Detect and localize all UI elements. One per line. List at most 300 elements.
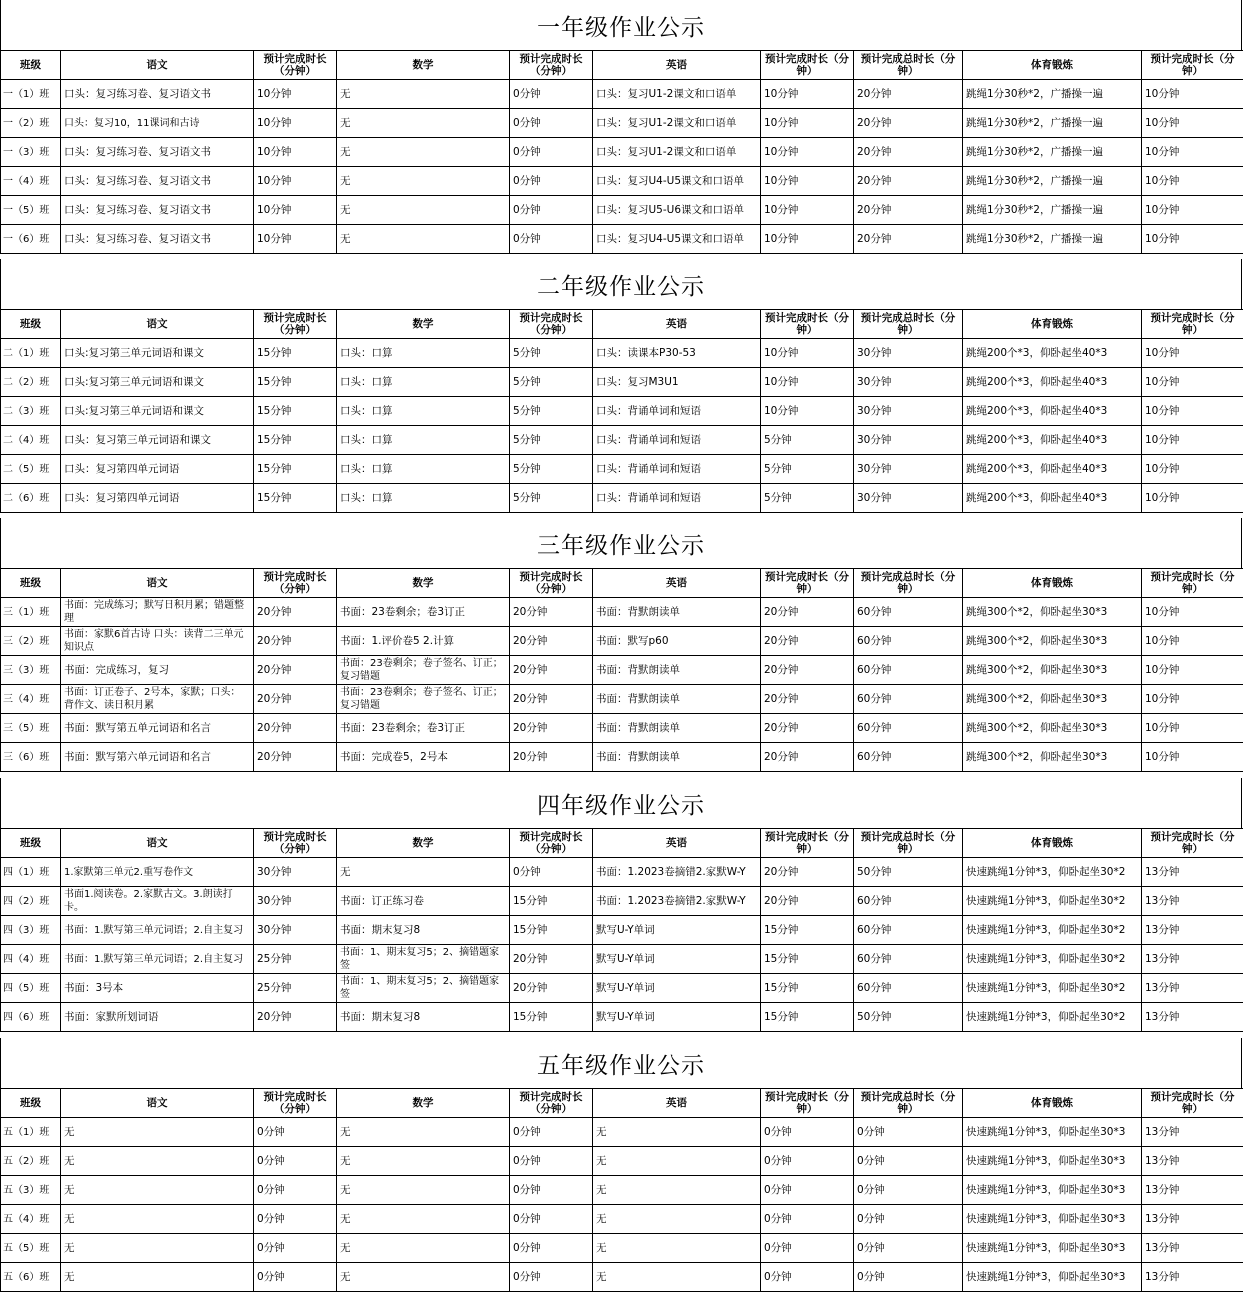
chinese-cell: 书面：默写第五单元词语和名言 <box>61 714 254 743</box>
chinese-time-cell: 0分钟 <box>254 1176 337 1205</box>
chinese-time-cell: 10分钟 <box>254 80 337 109</box>
math-cell: 无 <box>337 80 510 109</box>
table-row <box>1 455 1243 484</box>
math-cell: 口头：口算 <box>337 339 510 368</box>
math-time-cell: 0分钟 <box>510 1147 593 1176</box>
chinese-time-cell: 0分钟 <box>254 1118 337 1147</box>
header-row <box>1 310 1243 339</box>
pe-cell: 快速跳绳1分钟*3，仰卧起坐30*2 <box>963 945 1142 974</box>
table-row <box>1 339 1243 368</box>
column-header: 班级 <box>1 51 61 80</box>
column-header: 预计完成总时长（分钟） <box>854 829 963 858</box>
table-row <box>1 225 1243 254</box>
english-time-cell: 10分钟 <box>761 397 854 426</box>
english-cell: 口头：背诵单词和短语 <box>593 455 761 484</box>
total-time-cell: 0分钟 <box>854 1118 963 1147</box>
column-header: 班级 <box>1 829 61 858</box>
class-cell: 二（2）班 <box>1 368 61 397</box>
chinese-cell: 无 <box>61 1147 254 1176</box>
section-title: 三年级作业公示 <box>0 518 1242 568</box>
total-time-cell: 20分钟 <box>854 225 963 254</box>
homework-table <box>0 50 1243 254</box>
total-time-cell: 30分钟 <box>854 426 963 455</box>
pe-cell: 跳绳300个*2，仰卧起坐30*3 <box>963 685 1142 714</box>
math-time-cell: 0分钟 <box>510 138 593 167</box>
total-time-cell: 0分钟 <box>854 1176 963 1205</box>
math-cell: 无 <box>337 109 510 138</box>
class-cell: 二（6）班 <box>1 484 61 513</box>
class-cell: 一（3）班 <box>1 138 61 167</box>
pe-time-cell: 10分钟 <box>1142 685 1243 714</box>
chinese-cell: 无 <box>61 1118 254 1147</box>
math-time-cell: 20分钟 <box>510 598 593 627</box>
column-header: 预计完成时长（分钟） <box>1142 569 1243 598</box>
english-cell: 口头：背诵单词和短语 <box>593 397 761 426</box>
math-cell: 口头：口算 <box>337 397 510 426</box>
total-time-cell: 60分钟 <box>854 714 963 743</box>
chinese-cell: 无 <box>61 1205 254 1234</box>
english-cell: 无 <box>593 1118 761 1147</box>
english-cell: 口头：复习U1-2课文和口语单 <box>593 109 761 138</box>
total-time-cell: 0分钟 <box>854 1147 963 1176</box>
english-cell: 无 <box>593 1176 761 1205</box>
chinese-time-cell: 15分钟 <box>254 455 337 484</box>
table-row <box>1 598 1243 627</box>
math-cell: 无 <box>337 1176 510 1205</box>
total-time-cell: 50分钟 <box>854 858 963 887</box>
english-time-cell: 20分钟 <box>761 714 854 743</box>
pe-cell: 跳绳1分30秒*2，广播操一遍 <box>963 80 1142 109</box>
pe-cell: 快速跳绳1分钟*3，仰卧起坐30*3 <box>963 1234 1142 1263</box>
class-cell: 二（5）班 <box>1 455 61 484</box>
column-header: 英语 <box>593 310 761 339</box>
pe-cell: 快速跳绳1分钟*3，仰卧起坐30*2 <box>963 916 1142 945</box>
math-cell: 书面：1.评价卷5 2.计算 <box>337 627 510 656</box>
english-time-cell: 10分钟 <box>761 225 854 254</box>
english-cell: 无 <box>593 1147 761 1176</box>
english-time-cell: 0分钟 <box>761 1263 854 1292</box>
column-header: 体育锻炼 <box>963 310 1142 339</box>
chinese-time-cell: 10分钟 <box>254 109 337 138</box>
table-row <box>1 484 1243 513</box>
column-header: 预计完成时长（分钟） <box>761 829 854 858</box>
class-cell: 一（5）班 <box>1 196 61 225</box>
homework-table <box>0 309 1243 513</box>
class-cell: 三（5）班 <box>1 714 61 743</box>
table-row <box>1 627 1243 656</box>
math-time-cell: 0分钟 <box>510 1205 593 1234</box>
class-cell: 一（1）班 <box>1 80 61 109</box>
column-header: 体育锻炼 <box>963 569 1142 598</box>
english-cell: 书面：背默朗读单 <box>593 598 761 627</box>
chinese-time-cell: 25分钟 <box>254 974 337 1003</box>
english-time-cell: 5分钟 <box>761 426 854 455</box>
math-time-cell: 20分钟 <box>510 974 593 1003</box>
table-row <box>1 196 1243 225</box>
chinese-cell: 书面：家默6首古诗 口头：读背二三单元知识点 <box>61 627 254 656</box>
english-time-cell: 20分钟 <box>761 887 854 916</box>
class-cell: 四（1）班 <box>1 858 61 887</box>
math-cell: 书面：期末复习8 <box>337 1003 510 1032</box>
pe-cell: 跳绳200个*3，仰卧起坐40*3 <box>963 455 1142 484</box>
math-cell: 无 <box>337 225 510 254</box>
homework-table <box>0 828 1243 1032</box>
pe-cell: 快速跳绳1分钟*3，仰卧起坐30*3 <box>963 1205 1142 1234</box>
column-header: 预计完成时长（分钟） <box>254 829 337 858</box>
column-header: 班级 <box>1 1089 61 1118</box>
chinese-cell: 书面：完成练习，复习 <box>61 656 254 685</box>
chinese-time-cell: 15分钟 <box>254 397 337 426</box>
pe-time-cell: 13分钟 <box>1142 1118 1243 1147</box>
chinese-cell: 书面：订正卷子、2号本，家默；口头：背作文、读日积月累 <box>61 685 254 714</box>
homework-table <box>0 568 1243 772</box>
english-cell: 口头：复习U4-U5课文和口语单 <box>593 225 761 254</box>
math-cell: 无 <box>337 1263 510 1292</box>
math-time-cell: 0分钟 <box>510 1118 593 1147</box>
column-header: 预计完成总时长（分钟） <box>854 569 963 598</box>
total-time-cell: 60分钟 <box>854 656 963 685</box>
pe-time-cell: 13分钟 <box>1142 1263 1243 1292</box>
column-header: 英语 <box>593 51 761 80</box>
chinese-time-cell: 10分钟 <box>254 167 337 196</box>
chinese-time-cell: 20分钟 <box>254 627 337 656</box>
pe-cell: 跳绳200个*3，仰卧起坐40*3 <box>963 426 1142 455</box>
english-time-cell: 0分钟 <box>761 1205 854 1234</box>
table-row <box>1 685 1243 714</box>
chinese-cell: 口头：复习练习卷、复习语文书 <box>61 167 254 196</box>
english-time-cell: 5分钟 <box>761 484 854 513</box>
english-time-cell: 10分钟 <box>761 109 854 138</box>
chinese-time-cell: 20分钟 <box>254 598 337 627</box>
english-time-cell: 15分钟 <box>761 1003 854 1032</box>
chinese-time-cell: 10分钟 <box>254 225 337 254</box>
chinese-cell: 书面：1.默写第三单元词语；2.自主复习 <box>61 916 254 945</box>
chinese-time-cell: 15分钟 <box>254 426 337 455</box>
column-header: 语文 <box>61 829 254 858</box>
chinese-cell: 书面：1.默写第三单元词语；2.自主复习 <box>61 945 254 974</box>
pe-cell: 跳绳200个*3，仰卧起坐40*3 <box>963 484 1142 513</box>
column-header: 语文 <box>61 1089 254 1118</box>
pe-cell: 快速跳绳1分钟*3，仰卧起坐30*2 <box>963 974 1142 1003</box>
chinese-cell: 口头：复习练习卷、复习语文书 <box>61 138 254 167</box>
english-cell: 口头：复习U1-2课文和口语单 <box>593 80 761 109</box>
chinese-time-cell: 15分钟 <box>254 368 337 397</box>
pe-cell: 跳绳300个*2，仰卧起坐30*3 <box>963 656 1142 685</box>
column-header: 数学 <box>337 310 510 339</box>
chinese-cell: 口头:复习第三单元词语和课文 <box>61 397 254 426</box>
english-cell: 口头：背诵单词和短语 <box>593 484 761 513</box>
english-time-cell: 0分钟 <box>761 1118 854 1147</box>
english-time-cell: 20分钟 <box>761 627 854 656</box>
pe-time-cell: 13分钟 <box>1142 974 1243 1003</box>
header-row <box>1 829 1243 858</box>
english-cell: 口头：复习U4-U5课文和口语单 <box>593 167 761 196</box>
pe-time-cell: 10分钟 <box>1142 455 1243 484</box>
chinese-time-cell: 15分钟 <box>254 484 337 513</box>
pe-cell: 快速跳绳1分钟*3，仰卧起坐30*2 <box>963 858 1142 887</box>
pe-time-cell: 10分钟 <box>1142 339 1243 368</box>
chinese-cell: 书面：家默所划词语 <box>61 1003 254 1032</box>
table-row <box>1 1118 1243 1147</box>
table-row <box>1 916 1243 945</box>
pe-time-cell: 10分钟 <box>1142 397 1243 426</box>
header-row <box>1 51 1243 80</box>
chinese-cell: 书面：完成练习；默写日积月累；错题整理 <box>61 598 254 627</box>
english-time-cell: 10分钟 <box>761 80 854 109</box>
column-header: 体育锻炼 <box>963 1089 1142 1118</box>
math-cell: 无 <box>337 138 510 167</box>
total-time-cell: 30分钟 <box>854 484 963 513</box>
chinese-time-cell: 10分钟 <box>254 138 337 167</box>
english-time-cell: 15分钟 <box>761 974 854 1003</box>
total-time-cell: 60分钟 <box>854 743 963 772</box>
chinese-time-cell: 30分钟 <box>254 916 337 945</box>
column-header: 预计完成时长（分钟） <box>761 310 854 339</box>
pe-time-cell: 10分钟 <box>1142 167 1243 196</box>
column-header: 预计完成总时长（分钟） <box>854 51 963 80</box>
column-header: 英语 <box>593 1089 761 1118</box>
class-cell: 一（2）班 <box>1 109 61 138</box>
english-cell: 默写U-Y单词 <box>593 916 761 945</box>
total-time-cell: 60分钟 <box>854 685 963 714</box>
chinese-time-cell: 0分钟 <box>254 1205 337 1234</box>
math-time-cell: 20分钟 <box>510 743 593 772</box>
pe-cell: 跳绳300个*2，仰卧起坐30*3 <box>963 743 1142 772</box>
math-time-cell: 0分钟 <box>510 1263 593 1292</box>
total-time-cell: 0分钟 <box>854 1234 963 1263</box>
english-cell: 口头：复习U1-2课文和口语单 <box>593 138 761 167</box>
english-cell: 书面：背默朗读单 <box>593 743 761 772</box>
class-cell: 一（4）班 <box>1 167 61 196</box>
class-cell: 五（4）班 <box>1 1205 61 1234</box>
section-title: 二年级作业公示 <box>0 259 1242 309</box>
math-time-cell: 0分钟 <box>510 80 593 109</box>
pe-time-cell: 13分钟 <box>1142 858 1243 887</box>
math-time-cell: 0分钟 <box>510 1234 593 1263</box>
class-cell: 五（5）班 <box>1 1234 61 1263</box>
chinese-cell: 口头：复习练习卷、复习语文书 <box>61 225 254 254</box>
math-cell: 无 <box>337 1118 510 1147</box>
math-cell: 口头：口算 <box>337 426 510 455</box>
chinese-cell: 无 <box>61 1234 254 1263</box>
table-row <box>1 1003 1243 1032</box>
english-cell: 书面：背默朗读单 <box>593 685 761 714</box>
math-time-cell: 5分钟 <box>510 368 593 397</box>
column-header: 预计完成时长（分钟） <box>254 1089 337 1118</box>
table-row <box>1 858 1243 887</box>
column-header: 预计完成时长（分钟） <box>761 1089 854 1118</box>
english-cell: 无 <box>593 1263 761 1292</box>
pe-time-cell: 10分钟 <box>1142 656 1243 685</box>
chinese-cell: 口头:复习第三单元词语和课文 <box>61 339 254 368</box>
column-header: 预计完成时长（分钟） <box>510 1089 593 1118</box>
pe-time-cell: 10分钟 <box>1142 196 1243 225</box>
table-row <box>1 974 1243 1003</box>
total-time-cell: 60分钟 <box>854 887 963 916</box>
chinese-time-cell: 20分钟 <box>254 714 337 743</box>
class-cell: 四（3）班 <box>1 916 61 945</box>
chinese-time-cell: 25分钟 <box>254 945 337 974</box>
math-time-cell: 5分钟 <box>510 426 593 455</box>
total-time-cell: 20分钟 <box>854 196 963 225</box>
pe-time-cell: 10分钟 <box>1142 225 1243 254</box>
math-cell: 口头：口算 <box>337 368 510 397</box>
section-title: 四年级作业公示 <box>0 778 1242 828</box>
table-row <box>1 1234 1243 1263</box>
class-cell: 四（4）班 <box>1 945 61 974</box>
column-header: 预计完成时长（分钟） <box>510 829 593 858</box>
chinese-time-cell: 20分钟 <box>254 656 337 685</box>
column-header: 班级 <box>1 569 61 598</box>
class-cell: 三（1）班 <box>1 598 61 627</box>
math-time-cell: 0分钟 <box>510 167 593 196</box>
total-time-cell: 0分钟 <box>854 1263 963 1292</box>
homework-table <box>0 1088 1243 1292</box>
pe-time-cell: 10分钟 <box>1142 138 1243 167</box>
class-cell: 四（6）班 <box>1 1003 61 1032</box>
pe-time-cell: 13分钟 <box>1142 1176 1243 1205</box>
english-cell: 无 <box>593 1234 761 1263</box>
math-cell: 无 <box>337 196 510 225</box>
pe-time-cell: 10分钟 <box>1142 627 1243 656</box>
math-cell: 书面：23卷剩余；卷3订正 <box>337 714 510 743</box>
column-header: 体育锻炼 <box>963 829 1142 858</box>
pe-cell: 快速跳绳1分钟*3，仰卧起坐30*3 <box>963 1147 1142 1176</box>
chinese-time-cell: 30分钟 <box>254 887 337 916</box>
column-header: 预计完成总时长（分钟） <box>854 310 963 339</box>
column-header: 英语 <box>593 829 761 858</box>
table-row <box>1 1176 1243 1205</box>
class-cell: 三（3）班 <box>1 656 61 685</box>
math-time-cell: 0分钟 <box>510 109 593 138</box>
english-cell: 无 <box>593 1205 761 1234</box>
chinese-cell: 无 <box>61 1176 254 1205</box>
math-time-cell: 20分钟 <box>510 685 593 714</box>
math-cell: 无 <box>337 1205 510 1234</box>
column-header: 班级 <box>1 310 61 339</box>
chinese-cell: 口头:复习第三单元词语和课文 <box>61 368 254 397</box>
column-header: 语文 <box>61 569 254 598</box>
table-row <box>1 368 1243 397</box>
pe-time-cell: 13分钟 <box>1142 1003 1243 1032</box>
math-cell: 书面：期末复习8 <box>337 916 510 945</box>
header-row <box>1 569 1243 598</box>
column-header: 预计完成时长（分钟） <box>510 569 593 598</box>
column-header: 预计完成时长（分钟） <box>1142 51 1243 80</box>
english-cell: 默写U-Y单词 <box>593 974 761 1003</box>
english-cell: 口头：复习U5-U6课文和口语单 <box>593 196 761 225</box>
english-time-cell: 5分钟 <box>761 455 854 484</box>
math-time-cell: 5分钟 <box>510 484 593 513</box>
pe-cell: 快速跳绳1分钟*3，仰卧起坐30*2 <box>963 887 1142 916</box>
chinese-cell: 书面：默写第六单元词语和名言 <box>61 743 254 772</box>
total-time-cell: 60分钟 <box>854 598 963 627</box>
chinese-cell: 口头：复习练习卷、复习语文书 <box>61 80 254 109</box>
pe-cell: 快速跳绳1分钟*3，仰卧起坐30*3 <box>963 1176 1142 1205</box>
column-header: 英语 <box>593 569 761 598</box>
chinese-cell: 书面：3号本 <box>61 974 254 1003</box>
math-cell: 书面：完成卷5，2号本 <box>337 743 510 772</box>
section-title: 一年级作业公示 <box>0 0 1242 50</box>
class-cell: 三（4）班 <box>1 685 61 714</box>
math-cell: 无 <box>337 1147 510 1176</box>
english-time-cell: 0分钟 <box>761 1147 854 1176</box>
english-time-cell: 20分钟 <box>761 685 854 714</box>
pe-cell: 跳绳300个*2，仰卧起坐30*3 <box>963 714 1142 743</box>
english-time-cell: 20分钟 <box>761 656 854 685</box>
total-time-cell: 50分钟 <box>854 1003 963 1032</box>
column-header: 预计完成时长（分钟） <box>510 310 593 339</box>
chinese-cell: 书面1.阅读卷。2.家默古文。3.朗读打卡。 <box>61 887 254 916</box>
math-cell: 书面：1、期末复习5；2、摘错题家签 <box>337 974 510 1003</box>
pe-cell: 跳绳300个*2，仰卧起坐30*3 <box>963 627 1142 656</box>
pe-cell: 跳绳200个*3，仰卧起坐40*3 <box>963 368 1142 397</box>
english-cell: 书面：背默朗读单 <box>593 714 761 743</box>
chinese-cell: 口头：复习第四单元词语 <box>61 484 254 513</box>
pe-time-cell: 10分钟 <box>1142 598 1243 627</box>
english-time-cell: 20分钟 <box>761 858 854 887</box>
math-time-cell: 0分钟 <box>510 858 593 887</box>
pe-cell: 跳绳1分30秒*2，广播操一遍 <box>963 196 1142 225</box>
column-header: 预计完成时长（分钟） <box>510 51 593 80</box>
english-time-cell: 0分钟 <box>761 1176 854 1205</box>
english-time-cell: 0分钟 <box>761 1234 854 1263</box>
chinese-time-cell: 20分钟 <box>254 743 337 772</box>
table-row <box>1 1263 1243 1292</box>
total-time-cell: 20分钟 <box>854 80 963 109</box>
math-time-cell: 0分钟 <box>510 1176 593 1205</box>
column-header: 数学 <box>337 51 510 80</box>
table-row <box>1 714 1243 743</box>
column-header: 预计完成时长（分钟） <box>1142 310 1243 339</box>
pe-time-cell: 13分钟 <box>1142 1234 1243 1263</box>
chinese-cell: 口头：复习练习卷、复习语文书 <box>61 196 254 225</box>
class-cell: 五（1）班 <box>1 1118 61 1147</box>
english-time-cell: 10分钟 <box>761 196 854 225</box>
pe-time-cell: 13分钟 <box>1142 1147 1243 1176</box>
total-time-cell: 20分钟 <box>854 167 963 196</box>
chinese-time-cell: 0分钟 <box>254 1147 337 1176</box>
column-header: 语文 <box>61 310 254 339</box>
pe-cell: 跳绳1分30秒*2，广播操一遍 <box>963 138 1142 167</box>
class-cell: 一（6）班 <box>1 225 61 254</box>
column-header: 数学 <box>337 569 510 598</box>
math-cell: 书面：23卷剩余；卷子签名、订正；复习错题 <box>337 685 510 714</box>
table-row <box>1 80 1243 109</box>
pe-time-cell: 10分钟 <box>1142 368 1243 397</box>
chinese-cell: 口头：复习第三单元词语和课文 <box>61 426 254 455</box>
english-cell: 书面：1.2023卷摘错2.家默W-Y <box>593 887 761 916</box>
math-time-cell: 20分钟 <box>510 627 593 656</box>
math-cell: 书面：1、期末复习5；2、摘错题家签 <box>337 945 510 974</box>
math-cell: 口头：口算 <box>337 455 510 484</box>
math-time-cell: 20分钟 <box>510 945 593 974</box>
pe-cell: 跳绳1分30秒*2，广播操一遍 <box>963 109 1142 138</box>
math-cell: 书面：23卷剩余；卷3订正 <box>337 598 510 627</box>
class-cell: 四（5）班 <box>1 974 61 1003</box>
total-time-cell: 20分钟 <box>854 138 963 167</box>
table-row <box>1 138 1243 167</box>
class-cell: 五（2）班 <box>1 1147 61 1176</box>
english-cell: 口头：读课本P30-53 <box>593 339 761 368</box>
pe-time-cell: 10分钟 <box>1142 484 1243 513</box>
math-cell: 口头：口算 <box>337 484 510 513</box>
table-row <box>1 656 1243 685</box>
pe-time-cell: 10分钟 <box>1142 714 1243 743</box>
pe-cell: 跳绳1分30秒*2，广播操一遍 <box>963 167 1142 196</box>
pe-time-cell: 10分钟 <box>1142 743 1243 772</box>
math-cell: 无 <box>337 858 510 887</box>
